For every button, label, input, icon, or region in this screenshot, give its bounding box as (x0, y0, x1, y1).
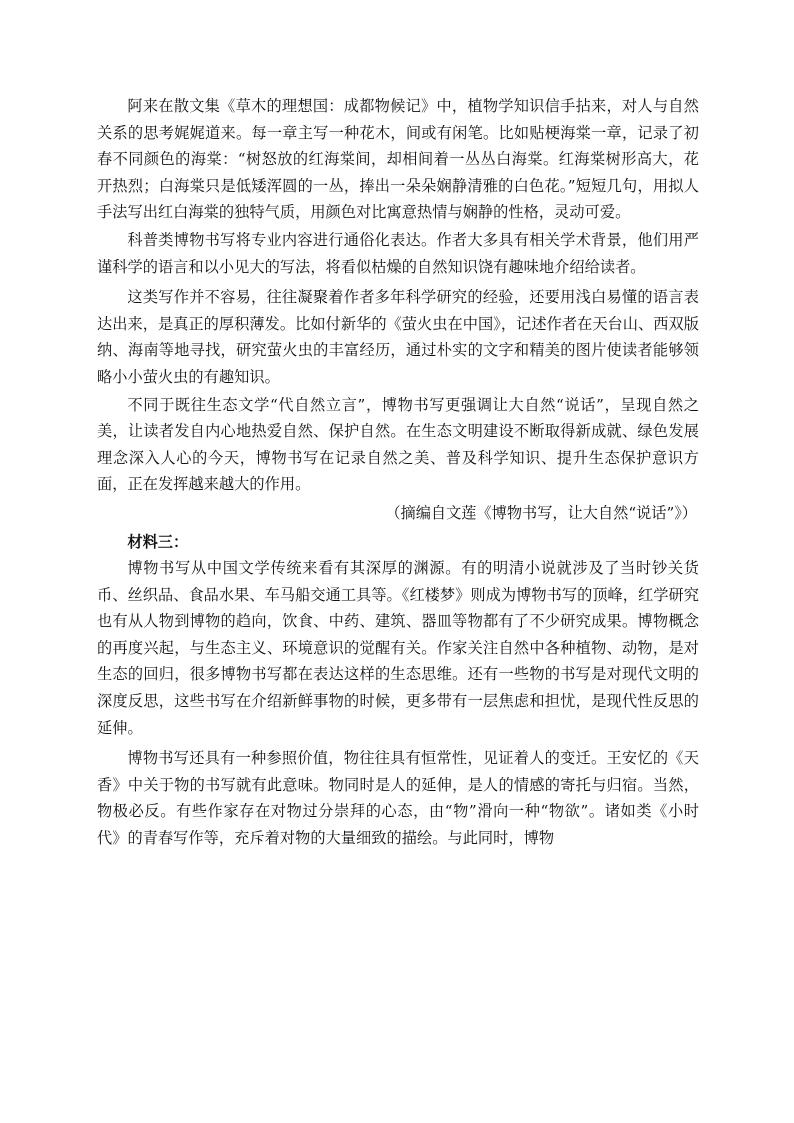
paragraph-firefly-example: 这类写作并不容易，往往凝聚着作者多年科学研究的经验，还要用浅白易懂的语言表达出来，是真正的厚积薄发。比如付新华的《萤火虫在中国》，记述作者在天台山、西双版纳、海南等地寻找，研究萤火虫的丰富经历，通过朴实的文字和精美的图片使读者能够领略小小萤火虫的有趣知识。 (97, 288, 699, 386)
paragraph-literary-tradition: 博物书写从中国文学传统来看有其深厚的渊源。有的明清小说就涉及了当时钞关货币、丝织品、食品水果、车马船交通工具等。《红楼梦》则成为博物书写的顶峰，红学研究也有从人物到博物的趋向，饮食、中药、建筑、器皿等物都有了不少研究成果。博物概念的再度兴起，与生态主义、环境意识的觉醒有关。作家关注自然中各种植物、动物，是对生态的回归，很多博物书写都在表达这样的生态思维。还有一些物的书写是对现代文明的深度反思，这些书写在介绍新鲜事物的时候，更多带有一层焦虑和担忧，是现代性反思的延伸。 (97, 559, 699, 737)
paragraph-reference-value: 博物书写还具有一种参照价值，物往往具有恒常性，见证着人的变迁。王安忆的《天香》中关于物的书写就有此意味。物同时是人的延伸，是人的情感的寄托与归宿。当然，物极必反。有些作家存在对物过分崇拜的心态，由“物”滑向一种“物欲”。诸如类《小时代》的青春写作等，充斥着对物的大量细致的描绘。与此同时，博物 (97, 749, 699, 848)
source-citation: （摘编自文莲《博物书写，让大自然“说话”》） (385, 503, 697, 522)
paragraph-alai-essay: 阿来在散文集《草木的理想国：成都物候记》中，植物学知识信手拈来，对人与自然关系的思考娓娓道来。每一章主写一种花木，间或有闲笔。比如贴梗海棠一章，记录了初春不同颜色的海棠：“树怒放的红海棠间，却相间着一丛丛白海棠。红海棠树形高大，花开热烈；白海棠只是低矮浑圆的一丛，捧出一朵朵娴静清雅的白色花。”短短几句，用拟人手法写出红白海棠的独特气质，用颜色对比寓意热情与娴静的性格，灵动可爱。 (97, 97, 699, 222)
document-page (97, 93, 699, 852)
paragraph-nature-speaks: 不同于既往生态文学“代自然立言”，博物书写更强调让大自然“说话”，呈现自然之美，让读者发自内心地热爱自然、保护自然。在生态文明建设不断取得新成就、绿色发展理念深入人心的今天，博物书写在记录自然之美、普及科学知识、提升生态保护意识方面，正在发挥越来越大的作用。 (97, 395, 699, 494)
paragraph-popular-science: 科普类博物书写将专业内容进行通俗化表达。作者大多具有相关学术背景，他们用严谨科学的语言和以小见大的写法，将看似枯燥的自然知识饶有趣味地介绍给读者。 (97, 230, 699, 276)
section-heading-material-three: 材料三： (127, 532, 189, 551)
